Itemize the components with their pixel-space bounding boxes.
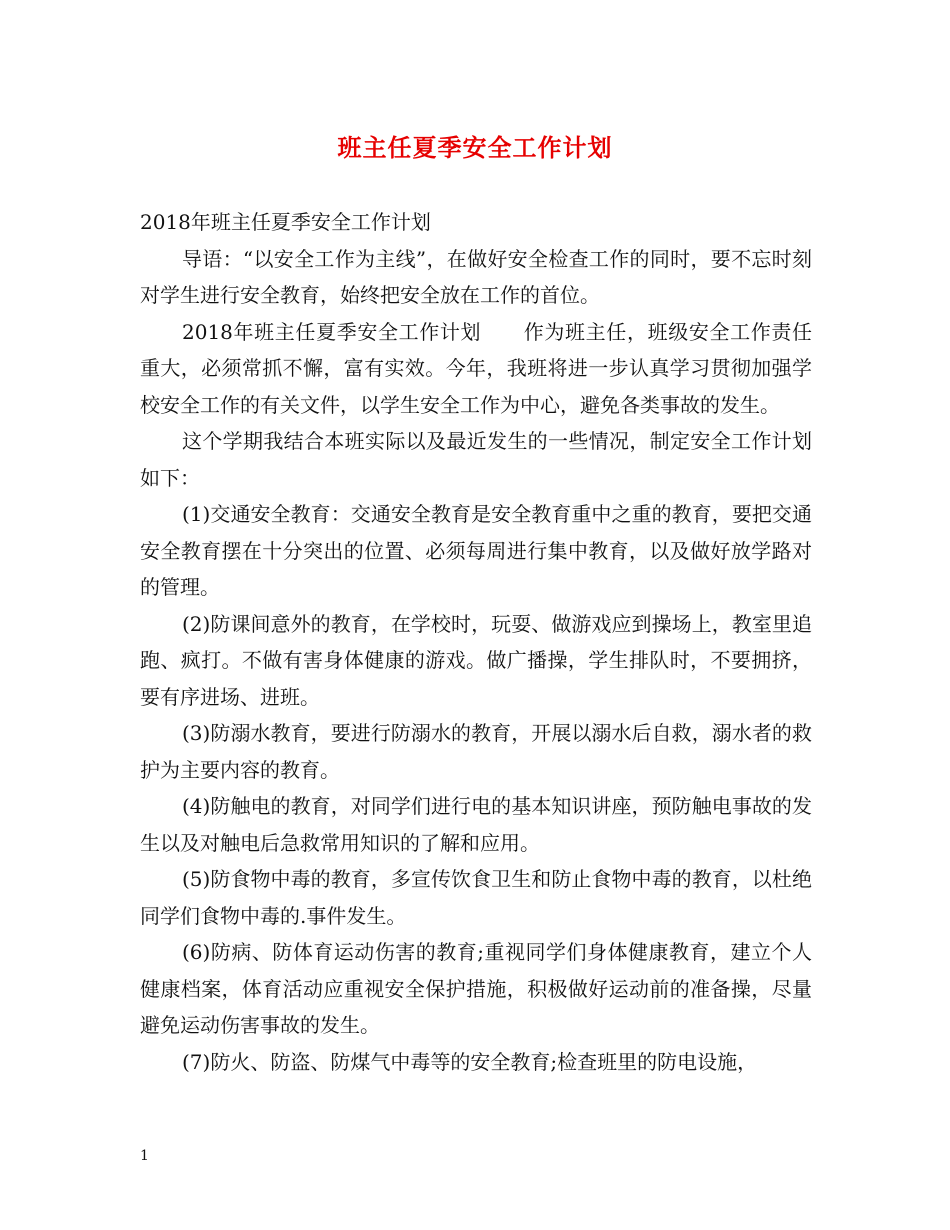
- paragraph-item-1: (1)交通安全教育：交通安全教育是安全教育重中之重的教育，要把交通安全教育摆在十分突出的位置、必须每周进行集中教育，以及做好放学路对的管理。: [140, 502, 812, 599]
- page-number: 1: [140, 1148, 149, 1164]
- paragraph-item-2: (2)防课间意外的教育，在学校时，玩耍、做游戏应到操场上，教室里追跑、疯打。不做有害身体健康的游戏。做广播操，学生排队时，不要拥挤，要有序进场、进班。: [140, 611, 812, 709]
- document-body: [140, 204, 812, 1080]
- paragraph-item-7: (7)防火、防盗、防煤气中毒等的安全教育;检查班里的防电设施，: [182, 1049, 758, 1074]
- document-subtitle: 2018年班主任夏季安全工作计划: [140, 210, 431, 234]
- paragraph-item-6: (6)防病、防体育运动伤害的教育;重视同学们身体健康教育，建立个人健康档案，体育活动应重视安全保护措施，积极做好运动前的准备操，尽量避免运动伤害事故的发生。: [140, 940, 812, 1037]
- paragraph-intro: 导语：“以安全工作为主线”，在做好安全检查工作的同时，要不忘时刻对学生进行安全教育，始终把安全放在工作的首位。: [140, 246, 812, 307]
- paragraph-item-4: (4)防触电的教育，对同学们进行电的基本知识讲座，预防触电事故的发生以及对触电后急救常用知识的了解和应用。: [140, 794, 812, 855]
- paragraph-responsibility: [140, 314, 812, 424]
- paragraph-responsibility-text: 作为班主任，班级安全工作责任重大，必须常抓不懈，富有实效。今年，我班将进一步认真学习贯彻加强学校安全工作的有关文件，以学生安全工作为中心，避免各类事故的发生。: [140, 319, 813, 417]
- document-title: 班主任夏季安全工作计划: [337, 133, 613, 162]
- paragraph-item-5: (5)防食物中毒的教育，多宣传饮食卫生和防止食物中毒的教育，以杜绝同学们食物中毒的.事件发生。: [140, 867, 812, 928]
- paragraph-plan-intro: 这个学期我结合本班实际以及最近发生的一些情况，制定安全工作计划如下：: [140, 429, 812, 490]
- inline-title: 2018年班主任夏季安全工作计划: [182, 319, 482, 344]
- paragraph-item-3: (3)防溺水教育，要进行防溺水的教育，开展以溺水后自救，溺水者的救护为主要内容的教育。: [140, 721, 812, 782]
